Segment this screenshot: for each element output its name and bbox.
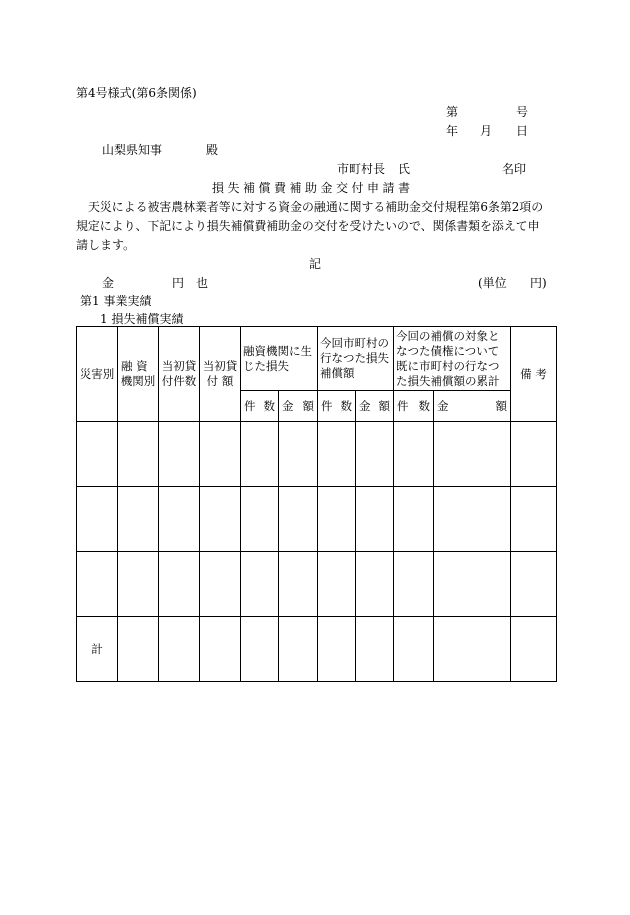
header-this-time: 今回市町村の 行なつた損失 補償額 [318, 327, 394, 391]
sub-header-count: 件 数 [394, 391, 434, 422]
header-cumulative: 今回の補償の対象と なつた債権について 既に市町村の行なつ た損失補償額の累計 [394, 327, 511, 391]
sub-header-count: 件 数 [241, 391, 279, 422]
header-institution: 融 資 機関別 [118, 327, 159, 422]
amount-kin: 金 [102, 276, 115, 290]
ki-label: 記 [309, 257, 322, 271]
body-line-1: 天災による被害農林業者等に対する資金の融通に関する補助金交付規程第6条第2項の [88, 200, 544, 214]
header-initial-count: 当初貸 付件数 [159, 327, 200, 422]
amount-nari: 也 [196, 276, 209, 290]
header-remarks: 備 考 [511, 327, 557, 422]
subsection-title: 1 損失補償実績 [100, 312, 184, 326]
sub-header-amount: 金 額 [434, 391, 511, 422]
sub-header-count: 件 数 [318, 391, 356, 422]
sub-header-amount: 金 額 [279, 391, 318, 422]
sub-header-amount: 金 額 [356, 391, 394, 422]
body-line-2: 規定により、下記により損失補償費補助金の交付を受けたいので、関係書類を添えて申 [76, 219, 540, 233]
unit-close: 円) [530, 276, 547, 290]
header-loss: 融資機関に生 じた損失 [241, 327, 318, 391]
table-row [77, 422, 557, 487]
header-disaster: 災害別 [77, 327, 118, 422]
doc-number-label: 第 [446, 105, 459, 119]
body-line-3: 請します。 [76, 238, 136, 252]
date-day: 日 [516, 124, 529, 138]
total-label: 計 [77, 617, 118, 682]
form-number: 第4号様式(第6条関係) [76, 86, 197, 100]
date-year: 年 [446, 124, 459, 138]
applicant-name-label: 氏 [398, 162, 411, 176]
unit-open: (単位 [478, 276, 507, 290]
section-title: 第1 事業実績 [80, 294, 152, 308]
applicant-seal: 名印 [502, 162, 527, 176]
applicant-title: 市町村長 [337, 162, 386, 176]
document-title: 損失補償費補助金交付申請書 [212, 181, 414, 195]
doc-number-suffix: 号 [516, 105, 529, 119]
table-row [77, 552, 557, 617]
loss-compensation-table [76, 326, 557, 682]
header-initial-amount: 当初貸 付 額 [200, 327, 241, 422]
amount-en: 円 [172, 276, 185, 290]
table-row [77, 487, 557, 552]
addressee-name: 山梨県知事 [102, 143, 163, 157]
date-month: 月 [480, 124, 493, 138]
total-row [77, 617, 557, 682]
addressee-honorific: 殿 [206, 143, 219, 157]
